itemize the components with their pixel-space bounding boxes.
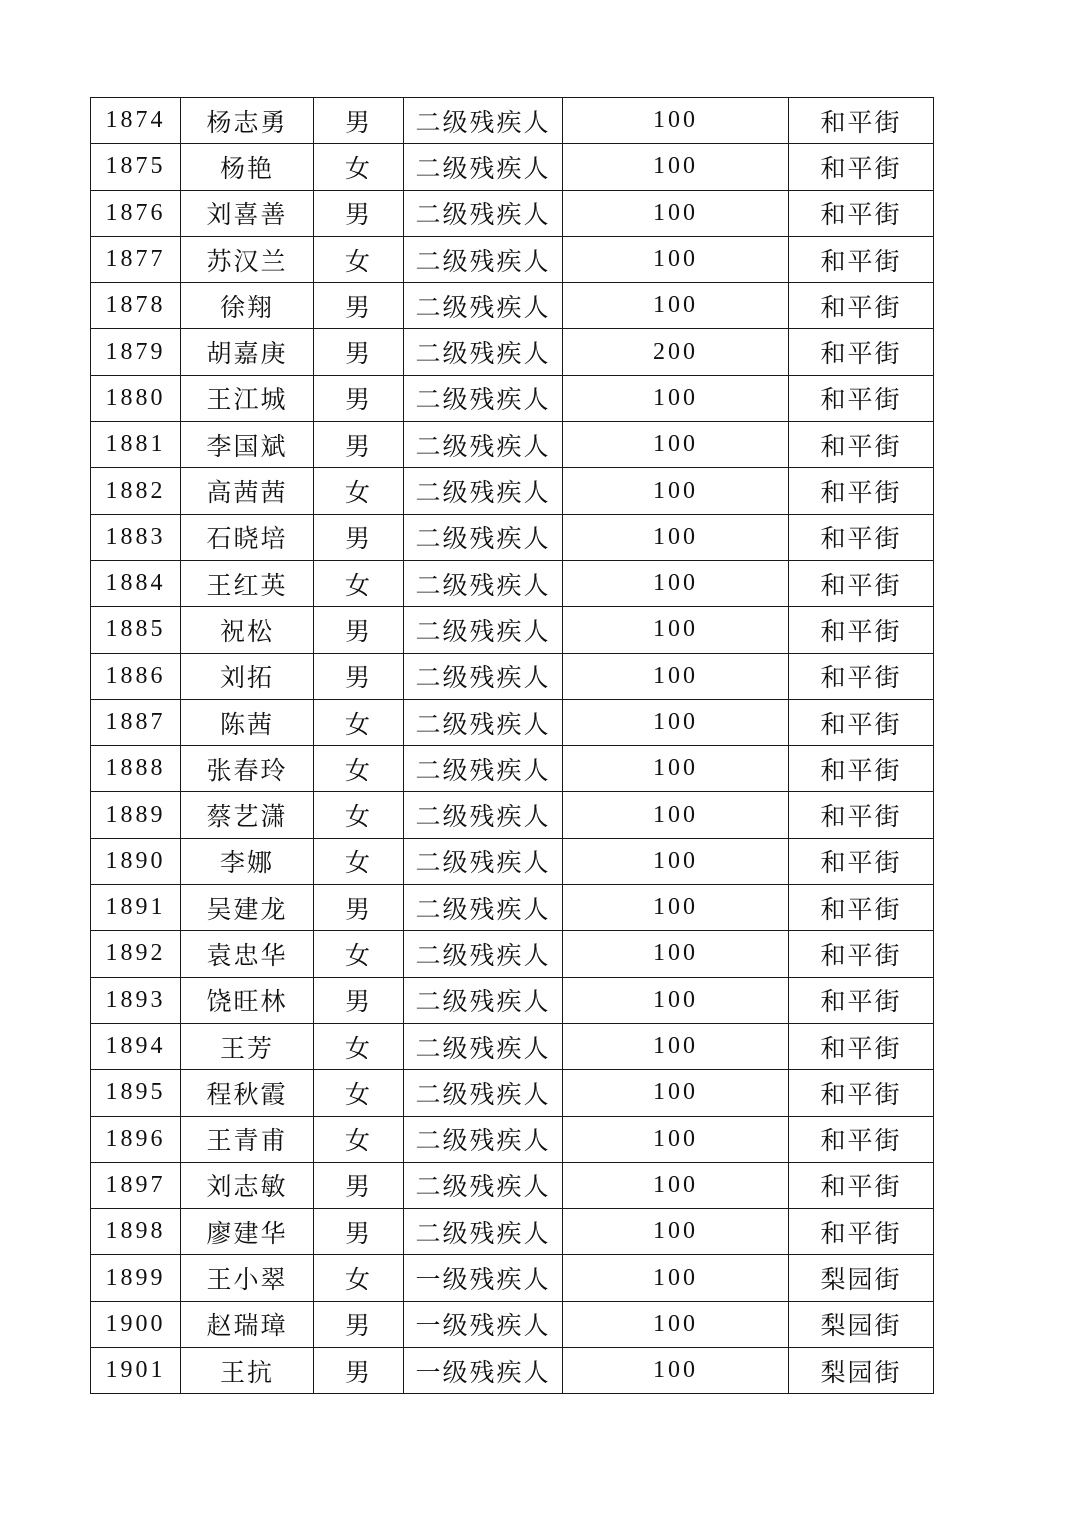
name-cell: 饶旺林	[181, 977, 314, 1023]
name-cell: 程秋霞	[181, 1070, 314, 1116]
table-row	[91, 792, 934, 838]
serial-number-cell: 1875	[91, 144, 181, 190]
amount-cell: 100	[563, 1348, 789, 1394]
name-cell: 杨艳	[181, 144, 314, 190]
serial-number-cell: 1892	[91, 931, 181, 977]
disability-level-cell: 二级残疾人	[404, 792, 563, 838]
amount-cell: 100	[563, 514, 789, 560]
amount-cell: 100	[563, 931, 789, 977]
amount-cell: 200	[563, 329, 789, 375]
name-cell: 吴建龙	[181, 885, 314, 931]
name-cell: 刘拓	[181, 653, 314, 699]
street-cell: 和平街	[789, 746, 934, 792]
name-cell: 李国斌	[181, 422, 314, 468]
table-row	[91, 653, 934, 699]
serial-number-cell: 1897	[91, 1162, 181, 1208]
street-cell: 和平街	[789, 977, 934, 1023]
disability-level-cell: 二级残疾人	[404, 283, 563, 329]
disability-level-cell: 二级残疾人	[404, 977, 563, 1023]
name-cell: 赵瑞璋	[181, 1301, 314, 1347]
name-cell: 李娜	[181, 838, 314, 884]
gender-cell: 男	[314, 1348, 404, 1394]
disability-level-cell: 二级残疾人	[404, 514, 563, 560]
gender-cell: 女	[314, 1070, 404, 1116]
serial-number-cell: 1876	[91, 190, 181, 236]
street-cell: 和平街	[789, 514, 934, 560]
disability-level-cell: 二级残疾人	[404, 746, 563, 792]
gender-cell: 男	[314, 1301, 404, 1347]
street-cell: 和平街	[789, 283, 934, 329]
disability-level-cell: 二级残疾人	[404, 838, 563, 884]
name-cell: 王芳	[181, 1023, 314, 1069]
disability-level-cell: 二级残疾人	[404, 144, 563, 190]
street-cell: 和平街	[789, 653, 934, 699]
amount-cell: 100	[563, 746, 789, 792]
gender-cell: 男	[314, 98, 404, 144]
disability-level-cell: 二级残疾人	[404, 653, 563, 699]
disability-level-cell: 二级残疾人	[404, 1209, 563, 1255]
street-cell: 和平街	[789, 1116, 934, 1162]
street-cell: 和平街	[789, 838, 934, 884]
name-cell: 王江城	[181, 375, 314, 421]
disability-level-cell: 一级残疾人	[404, 1348, 563, 1394]
name-cell: 徐翔	[181, 283, 314, 329]
street-cell: 和平街	[789, 607, 934, 653]
table-row	[91, 699, 934, 745]
table-row	[91, 375, 934, 421]
serial-number-cell: 1874	[91, 98, 181, 144]
street-cell: 和平街	[789, 468, 934, 514]
disability-level-cell: 二级残疾人	[404, 1116, 563, 1162]
table-row	[91, 977, 934, 1023]
table-row	[91, 885, 934, 931]
street-cell: 和平街	[789, 1070, 934, 1116]
disability-level-cell: 二级残疾人	[404, 98, 563, 144]
amount-cell: 100	[563, 1023, 789, 1069]
street-cell: 梨园街	[789, 1301, 934, 1347]
serial-number-cell: 1895	[91, 1070, 181, 1116]
serial-number-cell: 1894	[91, 1023, 181, 1069]
serial-number-cell: 1879	[91, 329, 181, 375]
gender-cell: 男	[314, 607, 404, 653]
serial-number-cell: 1884	[91, 560, 181, 606]
gender-cell: 男	[314, 885, 404, 931]
disability-level-cell: 二级残疾人	[404, 560, 563, 606]
street-cell: 和平街	[789, 560, 934, 606]
name-cell: 石晓培	[181, 514, 314, 560]
name-cell: 廖建华	[181, 1209, 314, 1255]
gender-cell: 男	[314, 375, 404, 421]
gender-cell: 男	[314, 283, 404, 329]
table-row	[91, 98, 934, 144]
serial-number-cell: 1888	[91, 746, 181, 792]
amount-cell: 100	[563, 792, 789, 838]
serial-number-cell: 1886	[91, 653, 181, 699]
name-cell: 王小翠	[181, 1255, 314, 1301]
table-row	[91, 514, 934, 560]
table-row	[91, 838, 934, 884]
serial-number-cell: 1901	[91, 1348, 181, 1394]
gender-cell: 男	[314, 190, 404, 236]
serial-number-cell: 1882	[91, 468, 181, 514]
serial-number-cell: 1890	[91, 838, 181, 884]
amount-cell: 100	[563, 375, 789, 421]
street-cell: 和平街	[789, 329, 934, 375]
disability-level-cell: 一级残疾人	[404, 1255, 563, 1301]
table-row	[91, 1348, 934, 1394]
amount-cell: 100	[563, 977, 789, 1023]
street-cell: 和平街	[789, 1023, 934, 1069]
street-cell: 和平街	[789, 1162, 934, 1208]
street-cell: 和平街	[789, 375, 934, 421]
table-row	[91, 236, 934, 282]
serial-number-cell: 1891	[91, 885, 181, 931]
serial-number-cell: 1878	[91, 283, 181, 329]
roster-table	[90, 97, 934, 1394]
gender-cell: 男	[314, 1209, 404, 1255]
serial-number-cell: 1898	[91, 1209, 181, 1255]
gender-cell: 男	[314, 1162, 404, 1208]
amount-cell: 100	[563, 190, 789, 236]
amount-cell: 100	[563, 1209, 789, 1255]
gender-cell: 女	[314, 1255, 404, 1301]
name-cell: 王青甫	[181, 1116, 314, 1162]
table-row	[91, 422, 934, 468]
serial-number-cell: 1885	[91, 607, 181, 653]
disability-level-cell: 二级残疾人	[404, 236, 563, 282]
table-row	[91, 746, 934, 792]
serial-number-cell: 1900	[91, 1301, 181, 1347]
disability-level-cell: 二级残疾人	[404, 468, 563, 514]
amount-cell: 100	[563, 607, 789, 653]
table-row	[91, 1070, 934, 1116]
amount-cell: 100	[563, 838, 789, 884]
gender-cell: 女	[314, 838, 404, 884]
name-cell: 王抗	[181, 1348, 314, 1394]
street-cell: 和平街	[789, 190, 934, 236]
amount-cell: 100	[563, 1301, 789, 1347]
name-cell: 刘喜善	[181, 190, 314, 236]
table-row	[91, 607, 934, 653]
serial-number-cell: 1881	[91, 422, 181, 468]
table-row	[91, 1255, 934, 1301]
name-cell: 胡嘉庚	[181, 329, 314, 375]
gender-cell: 女	[314, 931, 404, 977]
street-cell: 和平街	[789, 792, 934, 838]
serial-number-cell: 1877	[91, 236, 181, 282]
amount-cell: 100	[563, 1116, 789, 1162]
name-cell: 高茜茜	[181, 468, 314, 514]
serial-number-cell: 1893	[91, 977, 181, 1023]
table-row	[91, 329, 934, 375]
disability-level-cell: 二级残疾人	[404, 931, 563, 977]
table-row	[91, 190, 934, 236]
name-cell: 苏汉兰	[181, 236, 314, 282]
serial-number-cell: 1887	[91, 699, 181, 745]
disability-level-cell: 二级残疾人	[404, 1162, 563, 1208]
table-row	[91, 560, 934, 606]
gender-cell: 女	[314, 468, 404, 514]
name-cell: 王红英	[181, 560, 314, 606]
street-cell: 和平街	[789, 98, 934, 144]
disability-level-cell: 二级残疾人	[404, 885, 563, 931]
gender-cell: 女	[314, 699, 404, 745]
serial-number-cell: 1883	[91, 514, 181, 560]
gender-cell: 男	[314, 977, 404, 1023]
gender-cell: 女	[314, 144, 404, 190]
gender-cell: 女	[314, 792, 404, 838]
street-cell: 和平街	[789, 236, 934, 282]
gender-cell: 男	[314, 514, 404, 560]
street-cell: 和平街	[789, 144, 934, 190]
disability-level-cell: 二级残疾人	[404, 1023, 563, 1069]
table-row	[91, 1301, 934, 1347]
table-row	[91, 468, 934, 514]
name-cell: 祝松	[181, 607, 314, 653]
serial-number-cell: 1899	[91, 1255, 181, 1301]
amount-cell: 100	[563, 1255, 789, 1301]
table-row	[91, 1162, 934, 1208]
table-row	[91, 144, 934, 190]
name-cell: 杨志勇	[181, 98, 314, 144]
table-row	[91, 931, 934, 977]
table-row	[91, 1209, 934, 1255]
street-cell: 和平街	[789, 1209, 934, 1255]
gender-cell: 女	[314, 1116, 404, 1162]
name-cell: 蔡艺潇	[181, 792, 314, 838]
amount-cell: 100	[563, 653, 789, 699]
amount-cell: 100	[563, 422, 789, 468]
gender-cell: 男	[314, 422, 404, 468]
disability-level-cell: 二级残疾人	[404, 190, 563, 236]
gender-cell: 女	[314, 746, 404, 792]
name-cell: 袁忠华	[181, 931, 314, 977]
table-row	[91, 1116, 934, 1162]
name-cell: 张春玲	[181, 746, 314, 792]
street-cell: 和平街	[789, 885, 934, 931]
amount-cell: 100	[563, 98, 789, 144]
amount-cell: 100	[563, 236, 789, 282]
roster-table-body	[91, 98, 934, 1394]
street-cell: 和平街	[789, 422, 934, 468]
gender-cell: 女	[314, 1023, 404, 1069]
name-cell: 刘志敏	[181, 1162, 314, 1208]
name-cell: 陈茜	[181, 699, 314, 745]
amount-cell: 100	[563, 885, 789, 931]
table-row	[91, 1023, 934, 1069]
disability-level-cell: 二级残疾人	[404, 607, 563, 653]
street-cell: 梨园街	[789, 1255, 934, 1301]
amount-cell: 100	[563, 468, 789, 514]
disability-level-cell: 二级残疾人	[404, 422, 563, 468]
street-cell: 和平街	[789, 699, 934, 745]
disability-level-cell: 二级残疾人	[404, 329, 563, 375]
disability-level-cell: 一级残疾人	[404, 1301, 563, 1347]
serial-number-cell: 1889	[91, 792, 181, 838]
street-cell: 梨园街	[789, 1348, 934, 1394]
amount-cell: 100	[563, 560, 789, 606]
amount-cell: 100	[563, 1070, 789, 1116]
gender-cell: 女	[314, 560, 404, 606]
amount-cell: 100	[563, 1162, 789, 1208]
street-cell: 和平街	[789, 931, 934, 977]
gender-cell: 男	[314, 329, 404, 375]
table-row	[91, 283, 934, 329]
amount-cell: 100	[563, 283, 789, 329]
disability-level-cell: 二级残疾人	[404, 375, 563, 421]
serial-number-cell: 1880	[91, 375, 181, 421]
gender-cell: 女	[314, 236, 404, 282]
disability-level-cell: 二级残疾人	[404, 1070, 563, 1116]
disability-level-cell: 二级残疾人	[404, 699, 563, 745]
amount-cell: 100	[563, 144, 789, 190]
amount-cell: 100	[563, 699, 789, 745]
gender-cell: 男	[314, 653, 404, 699]
serial-number-cell: 1896	[91, 1116, 181, 1162]
